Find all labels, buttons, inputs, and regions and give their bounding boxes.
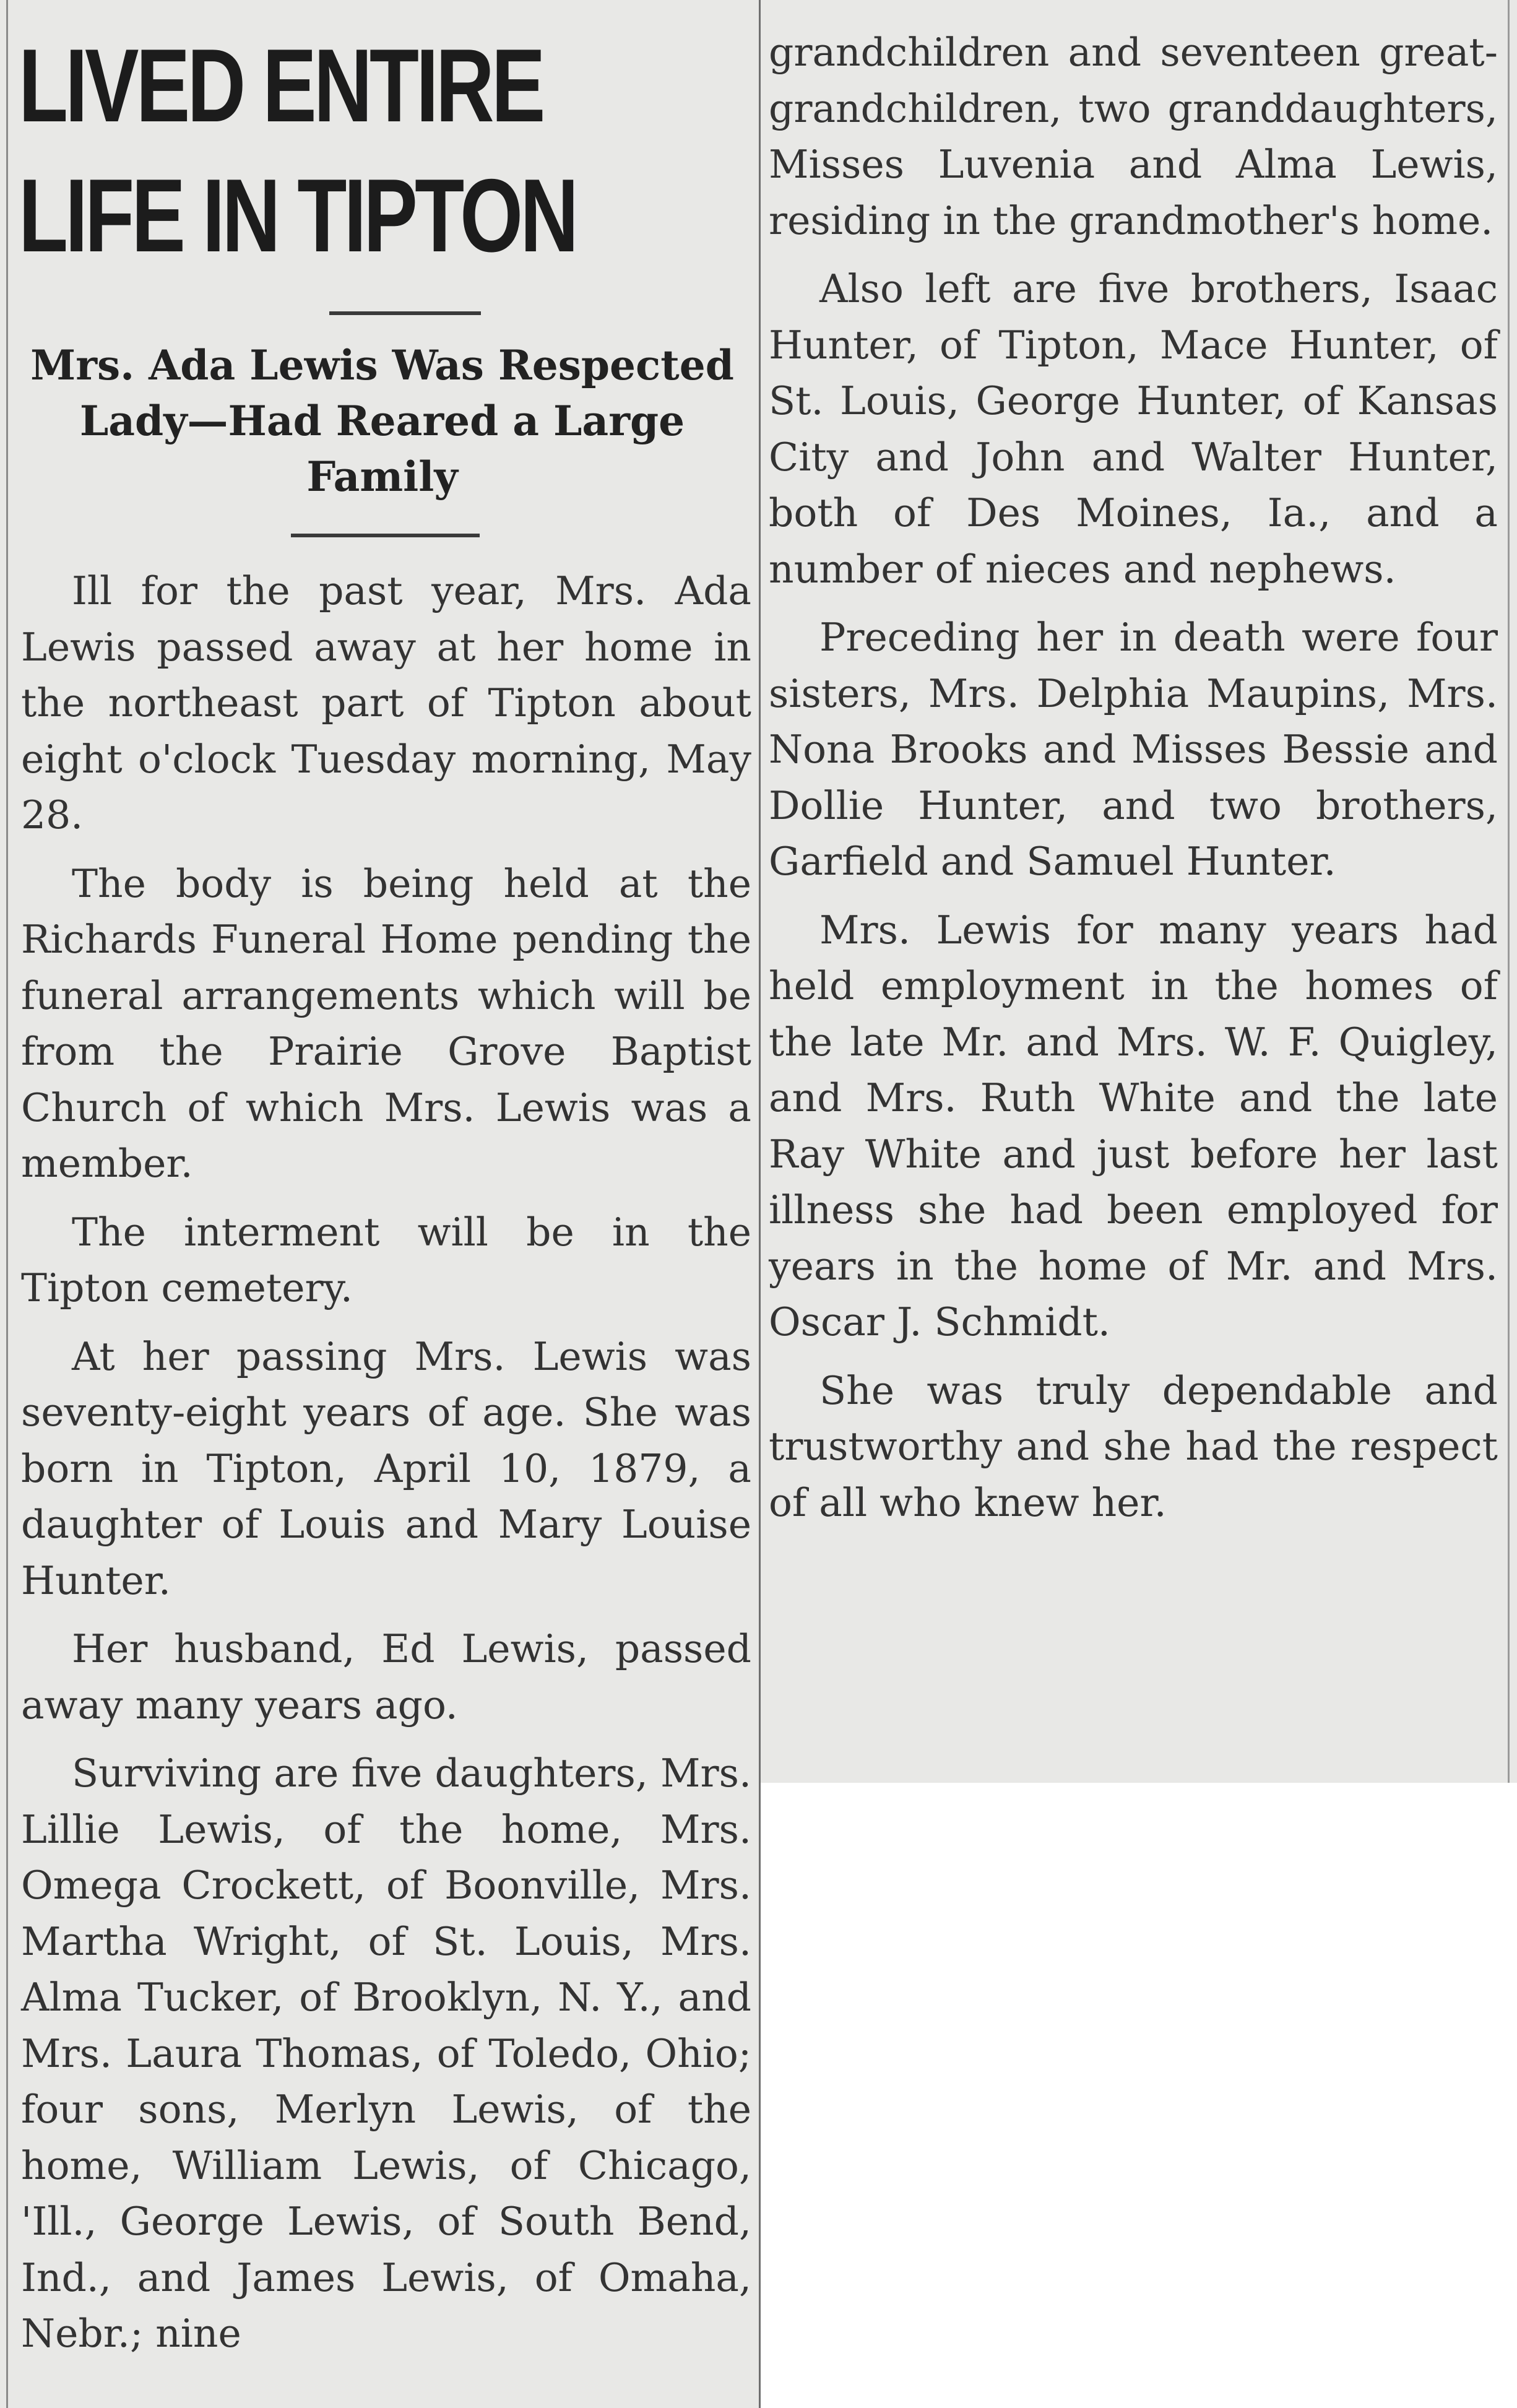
right-border-line (1508, 0, 1510, 1783)
article-paragraph: Ill for the past year, Mrs. Ada Lewis passed away at her home in the northeast part of Tipton about eight o'clock Tuesday morning, May 28. (21, 568, 751, 838)
article-paragraph: Preceding her in death were four sisters, Mrs. Delphia Maupins, Mrs. Nona Brooks and Misses Bessie and Dollie Hunter, and two brothers, Garfield and Samuel Hunter. (769, 615, 1498, 884)
article-paragraph: Surviving are five daughters, Mrs. Lillie Lewis, of the home, Mrs. Omega Crockett, of Boonville, Mrs. Martha Wright, of St. Louis, Mrs. Alma Tucker, of Brooklyn, N. Y., and Mrs. Laura Thomas, of Toledo, Ohio; four sons, Merlyn Lewis, of the home, William Lewis, of Chicago, 'Ill., George Lewis, of South Bend, Ind., and James Lewis, of Omaha, Nebr.; nine (21, 1751, 751, 2356)
article-paragraph: Her husband, Ed Lewis, passed away many years ago. (21, 1626, 751, 1728)
headline-line-1: LIVED ENTIRE (19, 27, 543, 144)
article-body-right (769, 25, 1498, 1543)
article-paragraph: Also left are five brothers, Isaac Hunter, of Tipton, Mace Hunter, of St. Louis, George Hunter, of Kansas City and John and Walter Hunter, both of Des Moines, Ia., and a number of nieces and nephews. (769, 266, 1498, 592)
article-paragraph: At her passing Mrs. Lewis was seventy-eight years of age. She was born in Tipton, April 10, 1879, a daughter of Louis and Mary Louise Hunter. (21, 1333, 751, 1603)
subheadline: Mrs. Ada Lewis Was Respected Lady—Had Reared a Large Family (30, 341, 734, 501)
article-paragraph: She was truly dependable and trustworthy and she had the respect of all who knew her. (769, 1367, 1498, 1525)
article-paragraph: Mrs. Lewis for many years had held employment in the homes of the late Mr. and Mrs. W. F. Quigley, and Mrs. Ruth White and the late Ray White and just before her last illness she had been employed for years in the home of Mr. and Mrs. Oscar J. Schmidt. (769, 907, 1498, 1345)
article-paragraph-continued: grandchildren and seventeen great-grandchildren, two granddaughters, Misses Luvenia and Alma Lewis, residing in the grandmother's home. (769, 30, 1498, 243)
column-divider (759, 0, 761, 2408)
headline-line-2: LIFE IN TIPTON (19, 157, 576, 274)
left-border-line (6, 0, 8, 2408)
article-body-left (21, 563, 751, 2375)
subheadline-rule (291, 534, 480, 537)
article-paragraph: The interment will be in the Tipton cemetery. (21, 1209, 751, 1310)
article-paragraph: The body is being held at the Richards Funeral Home pending the funeral arrangements which will be from the Prairie Grove Baptist Church of which Mrs. Lewis was a member. (21, 860, 751, 1186)
headline-rule (329, 311, 481, 315)
